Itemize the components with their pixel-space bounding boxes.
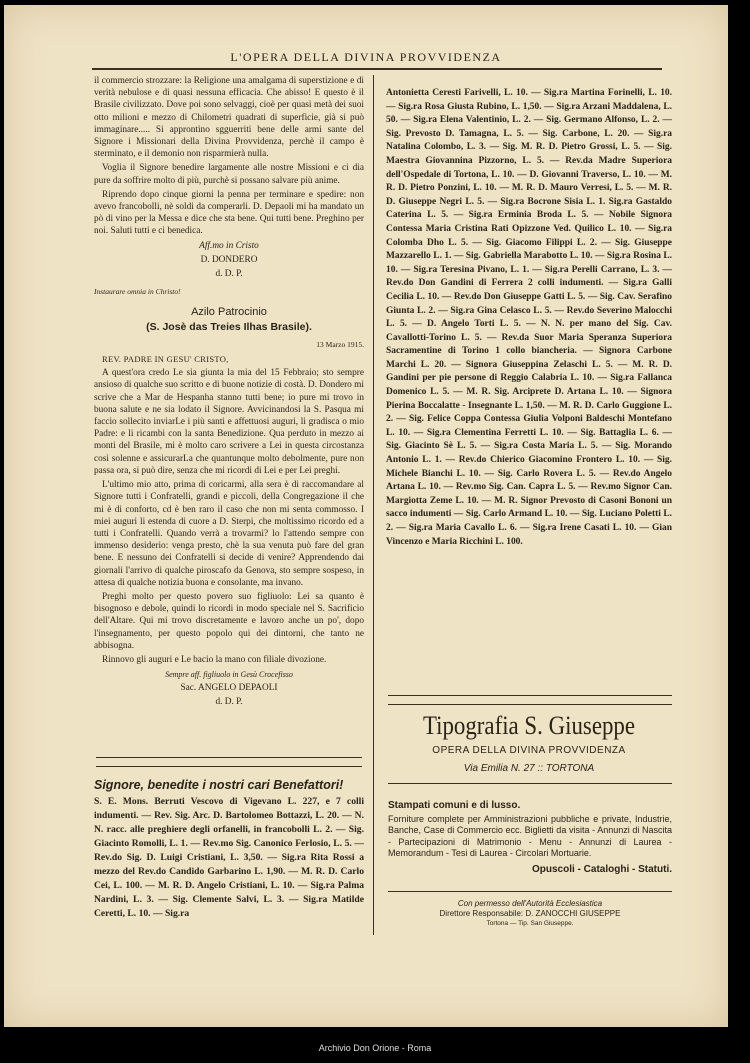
intro-paragraph: Voglia il Signore benedire largamente alle nostre Missioni e ci dia pure da soffrire molto di più, purchè si possano salvare più anime. [94,163,364,186]
printshop-heading: Stampati comuni e di lusso. [388,800,521,811]
closing-line: Sempre aff. figliuolo in Gesù Crocefisso [165,670,293,680]
imprint [388,899,672,929]
running-head: L'OPERA DELLA DIVINA PROVVIDENZA [230,50,502,64]
letter-paragraph: Preghi molto per questo povero suo figliuolo: Lei sa quanto è bisognoso e debole, quindi lo ricordi in modo speciale nel S. Sacrificio dell'Altare. Qui mi trovo discretamente e lavoro anche un po', dopo l'insegnamento, per questo popolo qui dei dintorni, che tanto ne abbisogna. [94,591,364,651]
printshop-address: Via Emilia N. 27 :: TORTONA [463,763,595,774]
intro-paragraph: il commercio strozzare: la Religione una amalgama di superstizione e di verità nebulose e di quasi nessuna efficacia. Che abisso! E questo è il Brasile civilizzato. Dove poi sono selvaggi, cioè per quasi metà dei suoi otto milioni e mezzo di Chilometri quadrati di superficie, già si può immaginare..... Si approntino sgguerriti bene delle armi sante del Signore i Missionari della Divina Provvidenza, perchè il campo è sterminato, e il demonio non risparmierà nulla. [94,76,364,160]
signature-order: d. D. P. [215,269,243,280]
printshop-services: Forniture complete per Amministrazioni pubbliche e private, Industrie, Banche, Case di Commercio ecc. Biglietti da visita - Annunzi di Nascita - Partecipazioni di Matrimonio - Menu - Annunzi di Laurea - Memorandum - Tesi di Laurea - Circolari Mortuarie. [388,813,672,858]
imprint-permission: Con permesso dell'Autorità Ecclesiastica [457,899,603,908]
benefactors-list-continued: Antonietta Ceresti Farivelli, L. 10. — Sig.ra Martina Forinelli, L. 10. — Sig.ra Rosa Giusta Rubino, L. 1,50. — Sig.ra Arzani Maddalena, L. 50. — Sig.ra Elena Valentinio, L. 2. — Sig. Germano Alfonso, L. 2. — Sig. Prevosto D. Tamagna, L. 5. — Sig. Carbone, L. 20. — Sig.ra Natalina Colombo, L. 3. — Sig. M. R. D. Pietro Grossi, L. 5. — Sig. Maestra Giovannina Pizzorno, L. 5. — Rev.da Madre Superiora dell'Ospedale di Tortona, L. 10. — D. Giovanni Traverso, L. 10. — M. R. D. Pietro Ponzini, L. 10. — M. R. D. Mauro Verresi, L. 5. — M. R. D. Giuseppe Negri L. 5. — Sig.ra Bocrone Sisia L. 1. Sig.ra Gastaldo Caterina L. 5. — Sig.ra Erminia Broda L. 5. — Nobile Signora Contessa Maria Cristina Rati Opizzone Ved. Quilico L. 10. — Sig.ra Colomba Dho L. 5. — Sig. Giacomo Filippi L. 2. — Sig. Giuseppe Mazzarello L. 1. — Sig. Gabriella Marabotto L. 10. — Sig.ra Rosina L. 10. — Sig.ra Teresina Pivano, L. 1. — Sig.ra Perelli Carrano, L. 3. — Rev.do Don Gandini di Ferrera 2 colli indumenti. — Sig.ra Galli Cecilia L. 10. — Rev.do Don Giuseppe Gatti L. 5. — Sig. Cav. Serafino Giunta L. 2. — Sig.ra Gina Celasco L. 5. — Rev.do Severino Malocchi L. 5. — D. Angelo Torti L. 5. — N. N. per mano del Sig. Cav. Cavallotti-Torino L. 5. — Rev.da Suor Maria Speranza Superiora Sacramentine di Torino 1 collo biancheria. — Signora Carbone Marchi L. 20. — Signora Giuseppina Zelaschi L. 5. — M. R. D. Gandini per pie persone di Reggio Calabria L. 10. — Sig.ra Fallanca Domenico L. 5. — M. R. Sig. Arciprete D. Artana L. 10. — Signora Pierina Boccalatte - Insegnante L. 1,50. — M. R. D. Carlo Guggione L. 2. — Sig. Felice Coppa Contessa Giulia Volponi Baldeschi Montefano L. 10. — Sig.ra Clementina Ferretti L. 10. — Sig. Battaglia L. 6. — Sig. Giacinto Sè L. 5. — Sig.ra Costa Maria L. 5. — Sig. Morando Antonio L. 1. — Rev.do Chierico Giacomino Frontero L. 10. — Sig. Michele Bianchi L. 10. — Sig. Carlo Rovera L. 5. — Rev.do Angelo Artana L. 10. — Rev.mo Sig. Can. Capra L. 5. — Rev.mo Signor Can. Margiotta Zeme L. 10. — M. R. Signor Prevosto di Casoni Bononi un sacco indumenti — Sig. Carlo Armand L. 10. — Sig. Luciano Poletti L. 2. — Sig.ra Maria Cavallo L. 6. — Sig.ra Irene Casati L. 10. — Gian Vincenzo e Maria Ricchini L. 100. [386,88,672,547]
printshop-title: Tipografia S. Giuseppe [422,711,636,740]
newspaper-page [4,5,728,1027]
intro-paragraph: Riprendo dopo cinque giorni la penna per terminare e spedire: non avevo francobolli, nè soldi da comperarli. D. Depaoli mi ha mandato un pò di vino per la Messa e dice che sta bene. Qui tutti bene. Preghino per noi. Saluti tutti e ci benedica. [94,189,364,237]
motto: Instaurare omnia in Christo! [94,287,181,297]
closing-order: d. D. P. [215,697,243,708]
letter-paragraph: L'ultimo mio atto, prima di coricarmi, alla sera è di raccomandare al Signore tutti i Confratelli, grandi e piccoli, della Congregazione il che mi è di conforto, cd è ben raro il caso che non mi senta commosso. I miei auguri li estenda di cuore a D. Sterpi, che moltissimo ricordo ed a tutti i Confratelli. Quando verrà a trovarmi? lo l'attendo sempre con immenso desiderio: venga presto, chè la sua venuta può fare del gran bene. E nessuno dei Confratelli si decide di venire? Apprendendo dai giornali l'arrivo di qualche piroscafo da Genova, sto sempre sospeso, in attesa di qualche notizia buona e consolante, ma invano. [94,480,364,588]
archive-credit: Archivio Don Orione - Roma [318,1043,432,1053]
imprint-printer: Tortona — Tip. San Giuseppe. [486,920,574,927]
benefactors-left [94,773,364,923]
imprint-rule [388,891,672,892]
letter-paragraph: A quest'ora credo Le sia giunta la mia del 15 Febbraio; sto sempre ansioso di qualche suo scritto e di buone notizie di costà. D. Dondero mi scrive che a Mar de Hespanha stanno tutti bene; io pure mi trovo in buona salute e ne sia lodato il Signore. Avvicinandosi la S. Pasqua mi faccio sollecito inviarLe i più santi e affettuosi auguri, li gradisca o mio Padre: e li ricambi con la santa Benedizione. Qua perduto in mezzo ai monti del Brasile, mi è molto caro scrivere a Lei in questa circostanza così solenne e assicurarLa che quantunque molto debolmente, pure non passa ora, si può dire, senza che mi ricordi di Lei e per Lei preghi. [94,368,364,476]
letter-salutation: REV. PADRE IN GESU' CRISTO, [102,354,229,365]
article-title: Azilo Patrocinio [191,306,267,319]
closing-name: Sac. ANGELO DEPAOLI [180,683,278,694]
ornamental-rule [388,695,672,705]
column-divider [373,75,374,935]
ad-rule [388,783,672,784]
ornamental-rule [96,757,362,767]
letter-date: 13 Marzo 1915. [316,339,364,349]
printshop-tagline: Opuscoli - Cataloghi - Statuti. [532,863,672,875]
left-column [94,75,364,711]
printshop-body [388,800,672,875]
imprint-director: Direttore Responsabile: D. ZANOCCHI GIUSEPPE [439,909,621,918]
header-rule [92,68,662,70]
printshop-subtitle: OPERA DELLA DIVINA PROVVIDENZA [432,745,626,756]
signature-line: Aff.mo in Cristo [199,240,259,251]
benefactors-right [386,87,672,551]
letter-paragraph: Rinnovo gli auguri e Le bacio la mano con filiale divozione. [102,654,327,665]
benefactors-list: S. E. Mons. Berruti Vescovo di Vigevano L. 227, e 7 colli indumenti. — Rev. Sig. Arc. D. Bartolomeo Bottazzi, L. 20. — N. N. racc. alle preghiere degli orfanelli, in francobolli L. 2. — Sig. Giacinto Romolli, L. 1. — Rev.mo Sig. Canonico Ferlosio, L. 5. — Rev.do Sig. D. Luigi Cristiani, L. 3,50. — Sig.ra Rita Rossi a mezzo del Rev.do Candido Garbarino L. 1,90. — M. R. D. Carlo Cei, L. 100. — M. R. D. Angelo Cristiani, L. 10. — Sig.ra Palma Nardini, L. 3. — Sig. Clemente Salvi, L. 3. — Sig.ra Matilde Ceretti, L. 10. — Sig.ra [94,796,364,920]
benefactors-heading: Signore, benedite i nostri cari Benefattori! [94,778,344,792]
signature-name: D. DONDERO [200,254,258,265]
article-subtitle: (S. Josè das Treies Ilhas Brasile). [146,320,312,333]
